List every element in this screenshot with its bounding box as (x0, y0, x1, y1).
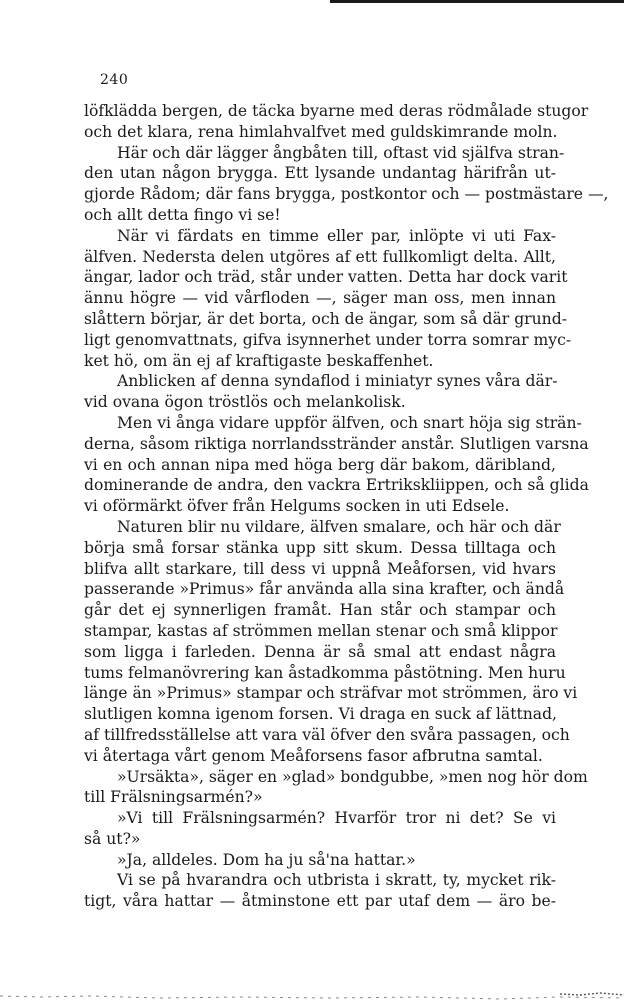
text-line: passerande »Primus» får använda alla sina krafter, och ändå (84, 580, 565, 599)
text-line: ängar, lador och träd, står under vatten. Detta har dock varit (84, 268, 568, 287)
text-line: Anblicken af denna syndaflod i miniatyr synes våra där- (117, 372, 558, 391)
text-line: derna, såsom riktiga norrlandsstränder anstår. Slutligen varsna (84, 434, 589, 453)
text-line: börja små forsar stänka upp sitt skum. Dessa tilltaga och (84, 538, 556, 557)
text-line: går det ej synnerligen framåt. Han står och stampar och (84, 601, 556, 620)
text-line: löfklädda bergen, de täcka byarne med deras rödmålade stugor (84, 102, 589, 120)
text-line: blifva allt starkare, till dess vi uppnå Meåforsen, vid hvars (84, 559, 556, 578)
text-line: vid ovana ögon tröstlös och melankolisk. (84, 393, 406, 412)
text-line: vi en och annan nipa med höga berg där bakom, däribland, (84, 455, 556, 474)
text-line: af tillfredsställelse att vara väl öfver den svåra passagen, och (84, 725, 570, 744)
text-line: »Vi till Frälsningsarmén? Hvarför tror ni det? Se vi (117, 809, 556, 828)
text-line: Vi se på hvarandra och utbrista i skratt, ty, mycket rik- (117, 871, 556, 890)
text-line: vi återtaga vårt genom Meåforsens fasor afbrutna samtal. (84, 746, 543, 765)
text-line: ket hö, om än ej af kraftigaste beskaffenhet. (84, 351, 434, 370)
text-line: När vi färdats en timme eller par, inlöpte vi uti Fax- (117, 226, 556, 245)
page-number: 240 (100, 72, 129, 88)
text-line: slutligen komna igenom forsen. Vi draga en suck af lättnad, (84, 705, 558, 724)
text-line: dominerande de andra, den vackra Ertrikskliippen, och så glida (84, 476, 589, 495)
text-line: gjorde Rådom; där fans brygga, postkontor och — postmästare —, (84, 185, 609, 204)
text-line: ligt genomvattnats, gifva isynnerhet under torra somrar myc- (84, 330, 572, 349)
text-line: Naturen blir nu vildare, älfven smalare, och här och där (117, 517, 561, 536)
top-rule (330, 0, 624, 3)
text-line: »Ursäkta», säger en »glad» bondgubbe, »men nog hör dom (117, 767, 588, 786)
scan-edge-noise (0, 986, 624, 1006)
text-line: slåttern börjar, är det borta, och de ängar, som så där grund- (84, 309, 567, 328)
text-line: Här och där lägger ångbåten till, oftast vid själfva stran- (117, 143, 565, 162)
text-line: som ligga i farleden. Denna är så smal att endast några (84, 642, 556, 661)
text-line: så ut?» (84, 829, 141, 848)
text-line: länge än »Primus» stampar och sträfvar mot strömmen, äro vi (84, 684, 578, 703)
text-line: vi oförmärkt öfver från Helgums socken in uti Edsele. (84, 497, 510, 516)
text-line: tums felmanövrering kan åstadkomma påstötning. Men huru (84, 663, 566, 682)
body-text (84, 101, 609, 912)
text-line: tigt, våra hattar — åtminstone ett par utaf dem — äro be- (84, 892, 556, 911)
text-line: och det klara, rena himlahvalfvet med guldskimrande moln. (84, 122, 558, 141)
text-line: och allt detta fingo vi se! (84, 205, 281, 224)
text-line: Men vi ånga vidare uppför älfven, och snart höja sig strän- (117, 413, 582, 432)
text-line: stampar, kastas af strömmen mellan stenar och små klippor (84, 621, 558, 640)
text-line: »Ja, alldeles. Dom ha ju så'na hattar.» (117, 850, 416, 869)
text-line: ännu högre — vid vårfloden —, säger man oss, men innan (84, 289, 556, 308)
text-line: till Frälsningsarmén?» (84, 788, 263, 807)
text-line: den utan någon brygga. Ett lysande undantag härifrån ut- (84, 164, 556, 183)
text-line: älfven. Nedersta delen utgöres af ett fullkomligt delta. Allt, (84, 247, 556, 266)
